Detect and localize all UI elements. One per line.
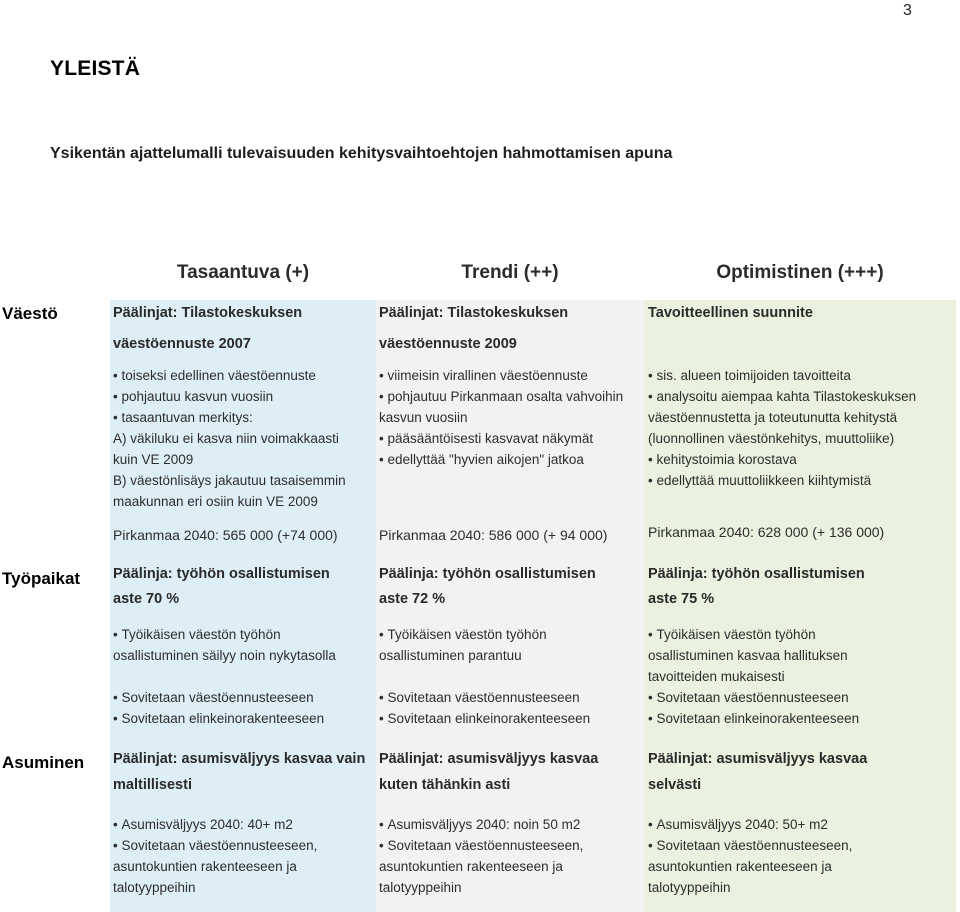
row-label-tyopaikat: Työpaikat — [2, 569, 81, 588]
list-item-continuation: talotyyppeihin — [113, 880, 196, 895]
lead-line: aste 72 % — [379, 591, 446, 607]
cell-tyopaikat-tasaantuva — [113, 562, 375, 729]
summary-vaesto-tasaantuva: Pirkanmaa 2040: 565 000 (+74 000) — [113, 527, 338, 543]
list-item-continuation: A) väkiluku ei kasva niin voimakkaasti — [113, 431, 339, 446]
list-item-continuation: tavoitteiden mukaisesti — [648, 669, 785, 684]
lead-line: Päälinjat: Tilastokeskuksen — [113, 305, 303, 321]
list-item: • pohjautuu kasvun vuosiin — [113, 386, 375, 407]
lead-line: Päälinjat: asumisväljyys kasvaa — [648, 751, 868, 767]
list-item-continuation: osallistuminen kasvaa hallituksen — [648, 648, 848, 663]
list-item: • kehitystoimia korostava — [648, 449, 953, 470]
list-item: • pohjautuu Pirkanmaan osalta vahvoihin — [379, 386, 641, 407]
lead-line: Päälinja: työhön osallistumisen — [379, 566, 596, 582]
lead-line: Päälinjat: asumisväljyys kasvaa — [379, 751, 599, 767]
lead-line: Päälinjat: Tilastokeskuksen — [379, 305, 569, 321]
page-subtitle: Ysikentän ajattelumalli tulevaisuuden kehitysvaihtoehtojen hahmottamisen apuna — [50, 145, 673, 162]
cell-lead — [379, 298, 641, 360]
lead-line: maltillisesti — [113, 777, 192, 793]
list-item-continuation: B) väestönlisäys jakautuu tasaisemmin — [113, 473, 346, 488]
cell-asuminen-trendi — [379, 746, 641, 898]
list-item: • Työikäisen väestön työhön — [648, 624, 953, 645]
list-item: • Sovitetaan väestöennusteeseen — [648, 687, 953, 708]
cell-vaesto-optimistinen — [648, 298, 953, 491]
lead-line: Päälinja: työhön osallistumisen — [648, 566, 865, 582]
list-item: • Sovitetaan elinkeinorakenteeseen — [113, 708, 375, 729]
lead-line: väestöennuste 2007 — [113, 336, 251, 352]
cell-lead — [648, 298, 953, 360]
lead-line: Tavoitteellinen suunnite — [648, 305, 813, 321]
list-item: • Työikäisen väestön työhön — [379, 624, 641, 645]
list-item: • Sovitetaan elinkeinorakenteeseen — [648, 708, 953, 729]
cell-asuminen-tasaantuva — [113, 746, 375, 898]
list-item-continuation: maakunnan eri osiin kuin VE 2009 — [113, 494, 318, 509]
page-number: 3 — [903, 2, 912, 19]
cell-lead — [648, 562, 953, 612]
list-item: • tasaantuvan merkitys: — [113, 407, 375, 428]
cell-tyopaikat-trendi — [379, 562, 641, 729]
list-item-continuation: talotyyppeihin — [379, 880, 462, 895]
column-header-trendi: Trendi (++) — [461, 262, 559, 283]
row-label-vaesto: Väestö — [2, 304, 58, 323]
lead-line: kuten tähänkin asti — [379, 777, 511, 793]
list-item-continuation: (luonnollinen väestönkehitys, muuttoliike) — [648, 431, 895, 446]
list-item: • Sovitetaan väestöennusteeseen — [379, 687, 641, 708]
list-item: • viimeisin virallinen väestöennuste — [379, 365, 641, 386]
list-item-continuation: asuntokuntien rakenteeseen ja — [648, 859, 832, 874]
summary-vaesto-trendi: Pirkanmaa 2040: 586 000 (+ 94 000) — [379, 527, 608, 543]
list-item: • Sovitetaan väestöennusteeseen, — [648, 835, 953, 856]
list-item-continuation: talotyyppeihin — [648, 880, 731, 895]
row-label-asuminen: Asuminen — [2, 753, 85, 772]
list-item-continuation: kuin VE 2009 — [113, 452, 194, 467]
summary-vaesto-optimistinen: Pirkanmaa 2040: 628 000 (+ 136 000) — [648, 524, 885, 540]
list-item-continuation: asuntokuntien rakenteeseen ja — [379, 859, 563, 874]
list-item: • Asumisväljyys 2040: noin 50 m2 — [379, 814, 641, 835]
list-item: • Asumisväljyys 2040: 40+ m2 — [113, 814, 375, 835]
page-title: YLEISTÄ — [50, 57, 141, 80]
cell-lead — [113, 746, 375, 798]
cell-vaesto-trendi — [379, 298, 641, 470]
list-item: • pääsääntöisesti kasvavat näkymät — [379, 428, 641, 449]
list-item-continuation: osallistuminen parantuu — [379, 648, 522, 663]
lead-line: aste 70 % — [113, 591, 180, 607]
spacer — [113, 666, 375, 687]
list-item-continuation: osallistuminen säilyy noin nykytasolla — [113, 648, 336, 663]
list-item-continuation: asuntokuntien rakenteeseen ja — [113, 859, 297, 874]
cell-vaesto-tasaantuva — [113, 298, 375, 512]
cell-lead — [379, 562, 641, 612]
list-item: • sis. alueen toimijoiden tavoitteita — [648, 365, 953, 386]
list-item: • Työikäisen väestön työhön — [113, 624, 375, 645]
lead-line: aste 75 % — [648, 591, 715, 607]
lead-line: selvästi — [648, 777, 702, 793]
cell-lead — [379, 746, 641, 798]
list-item: • toiseksi edellinen väestöennuste — [113, 365, 375, 386]
list-item: • Sovitetaan väestöennusteeseen, — [379, 835, 641, 856]
list-item: • Asumisväljyys 2040: 50+ m2 — [648, 814, 953, 835]
list-item: • analysoitu aiempaa kahta Tilastokeskuksen — [648, 386, 953, 407]
list-item: • Sovitetaan väestöennusteeseen, — [113, 835, 375, 856]
cell-lead — [113, 562, 375, 612]
list-item: • edellyttää muuttoliikkeen kiihtymistä — [648, 470, 953, 491]
column-header-optimistinen: Optimistinen (+++) — [716, 262, 884, 283]
column-header-tasaantuva: Tasaantuva (+) — [176, 262, 310, 283]
list-item: • Sovitetaan elinkeinorakenteeseen — [379, 708, 641, 729]
list-item: • Sovitetaan väestöennusteeseen — [113, 687, 375, 708]
lead-line: väestöennuste 2009 — [379, 336, 517, 352]
cell-lead — [648, 746, 953, 798]
list-item: • edellyttää "hyvien aikojen" jatkoa — [379, 449, 641, 470]
cell-lead — [113, 298, 375, 360]
spacer — [379, 666, 641, 687]
cell-asuminen-optimistinen — [648, 746, 953, 898]
list-item-continuation: väestöennustetta ja toteutunutta kehitystä — [648, 410, 898, 425]
list-item-continuation: kasvun vuosiin — [379, 410, 468, 425]
lead-line: Päälinjat: asumisväljyys kasvaa vain — [113, 751, 366, 767]
cell-tyopaikat-optimistinen — [648, 562, 953, 729]
lead-line: Päälinja: työhön osallistumisen — [113, 566, 330, 582]
